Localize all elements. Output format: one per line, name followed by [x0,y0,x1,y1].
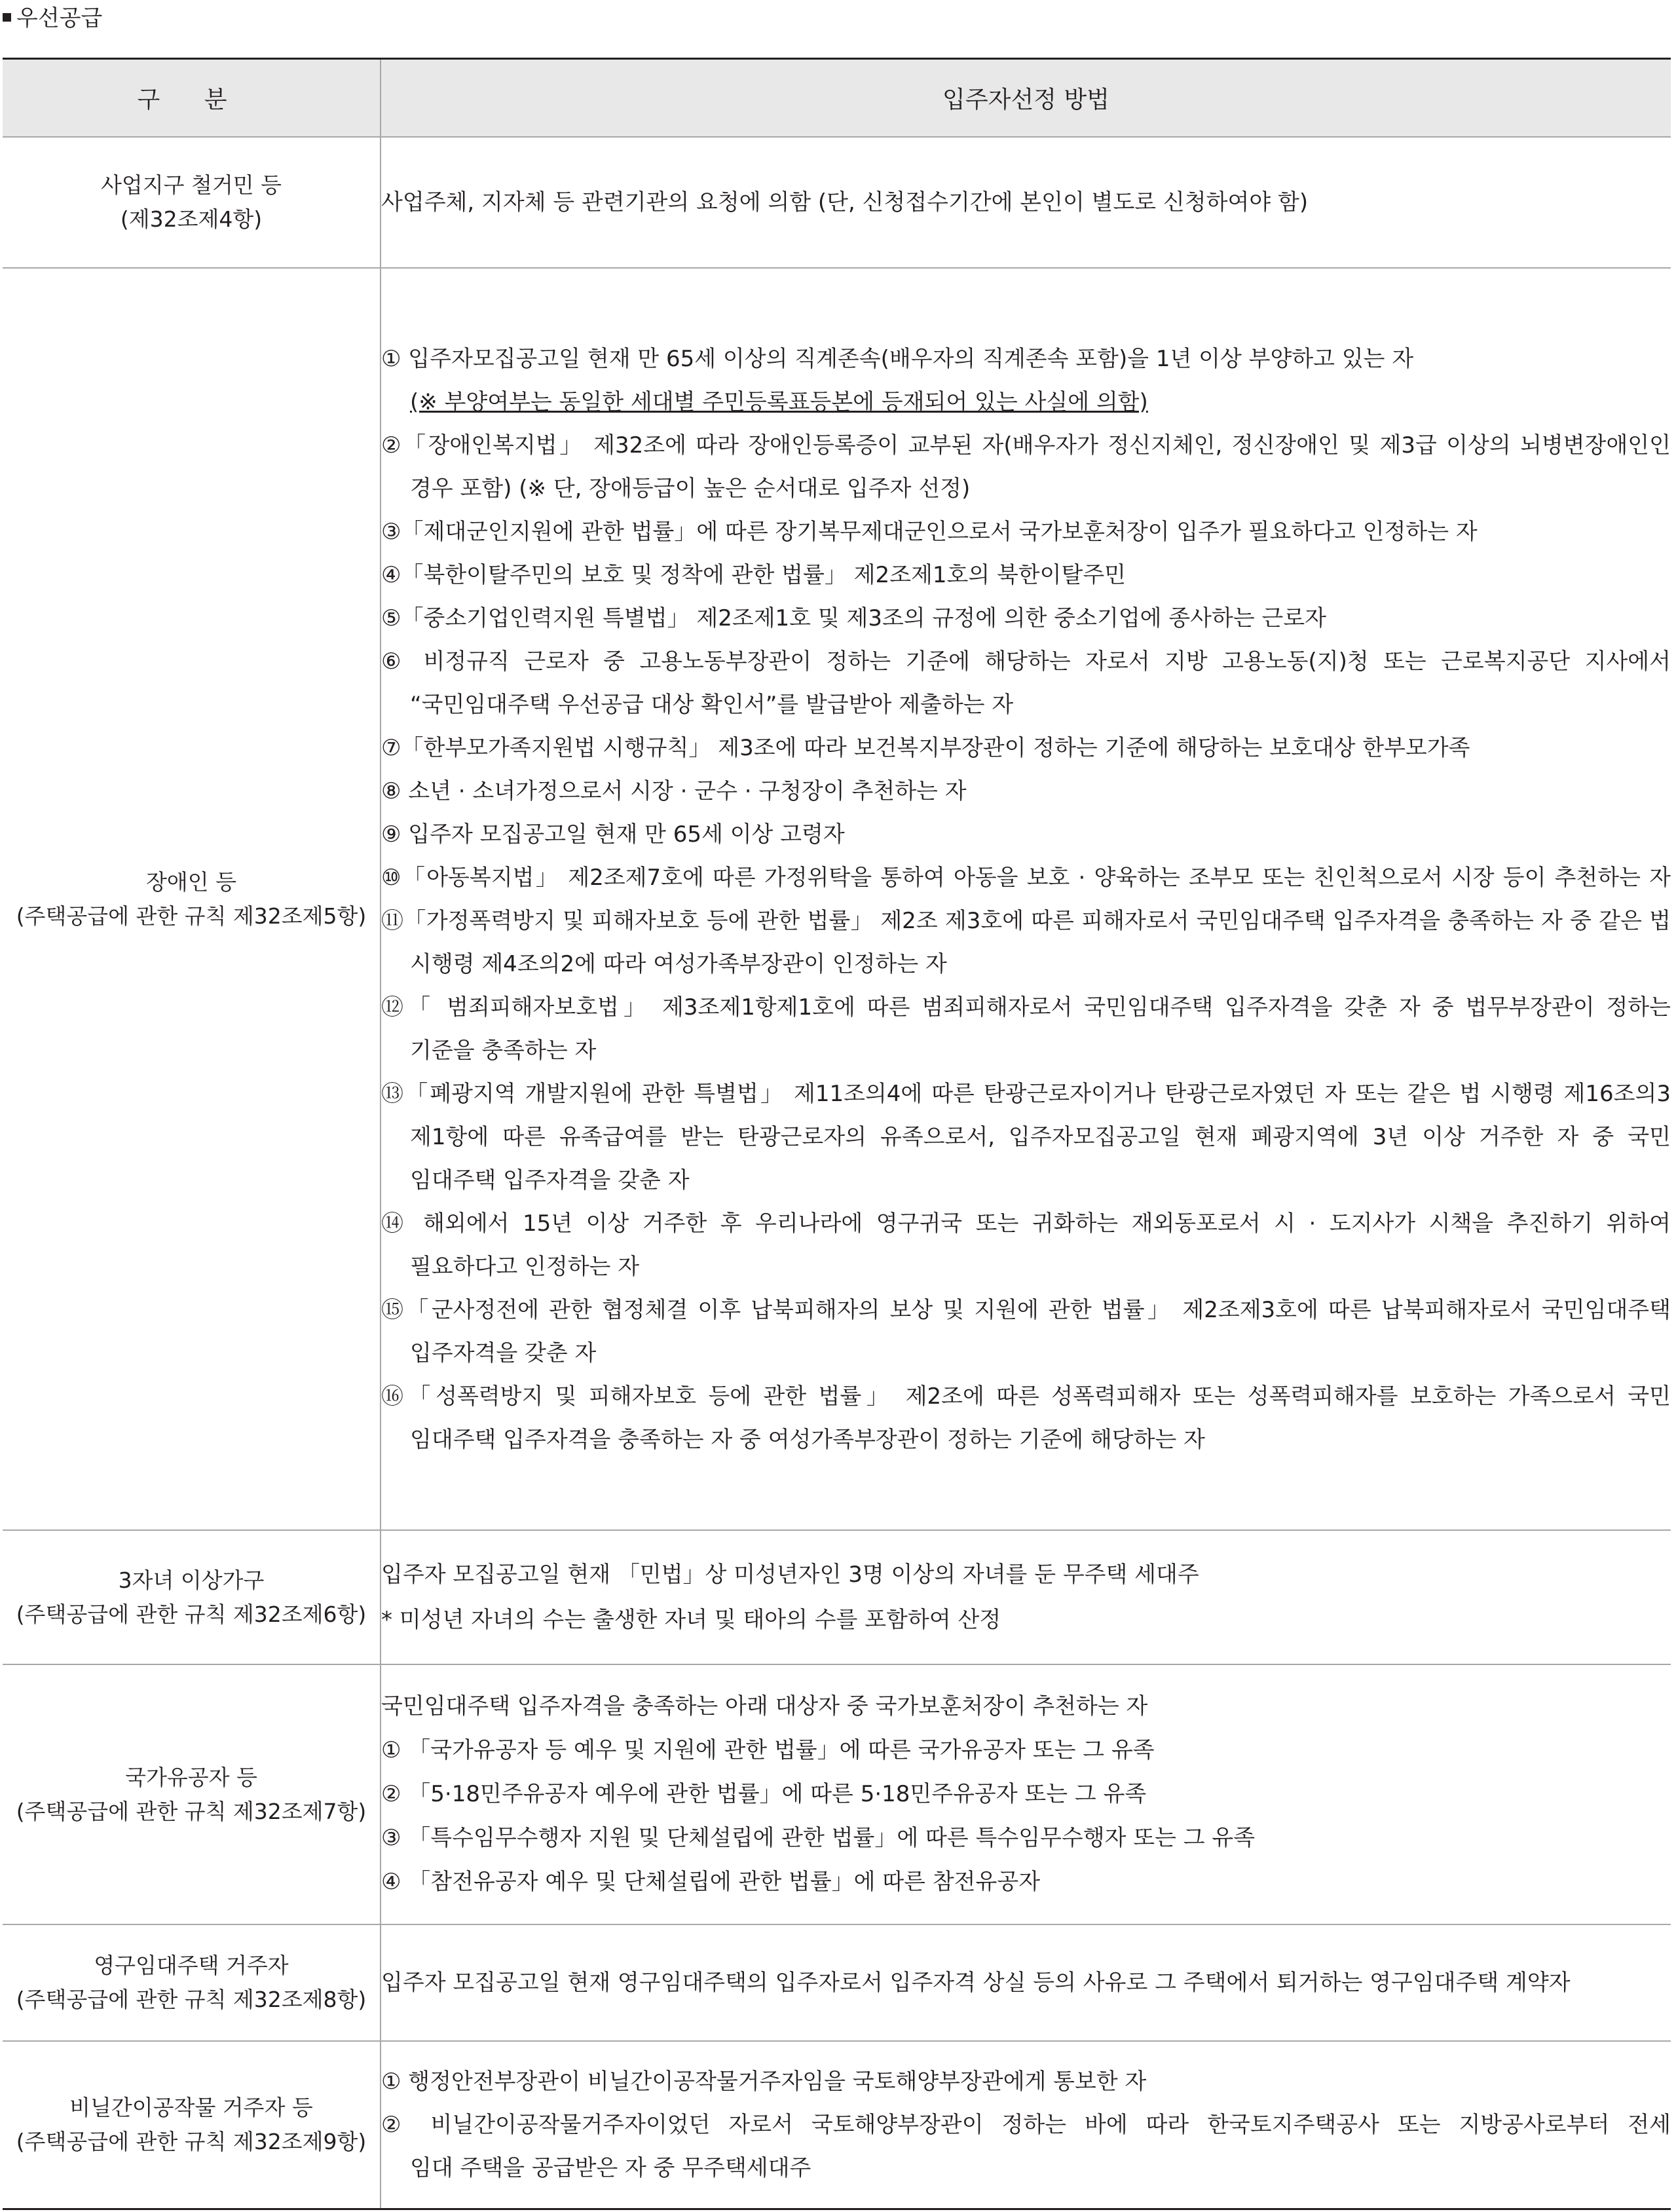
table-row [3,1664,1671,1924]
row-description: 사업주체, 지자체 등 관련기관의 요청에 의함 (단, 신청접수기간에 본인이 별도로 신청하여야 함) [381,137,1671,268]
table-row [3,137,1671,268]
row-category: 비닐간이공작물 거주자 등 (주택공급에 관한 규칙 제32조제9항) [3,2041,381,2209]
row-category: 영구임대주택 거주자 (주택공급에 관한 규칙 제32조제8항) [3,1924,381,2041]
header-method: 입주자선정 방법 [381,59,1671,138]
table-row [3,1530,1671,1664]
square-bullet-icon [3,13,11,22]
row-description: 입주자 모집공고일 현재 영구임대주택의 입주자로서 입주자격 상실 등의 사유로 그 주택에서 퇴거하는 영구임대주택 계약자 [381,1924,1671,2041]
row-category: 3자녀 이상가구 (주택공급에 관한 규칙 제32조제6항) [3,1530,381,1664]
priority-supply-table [3,58,1671,2210]
header-category: 구 분 [3,59,381,138]
row-description: ① 행정안전부장관이 비닐간이공작물거주자임을 국토해양부장관에게 통보한 자 ② 비닐간이공작물거주자이었던 자로서 국토해양부장관이 정하는 바에 따라 한국토지주택공사 또는 지방공사로부터 전세 임대 주택을 공급받은 자 중 무주택세대주 [381,2041,1671,2209]
table-row [3,1924,1671,2041]
table-row [3,2041,1671,2209]
row-description: 국민임대주택 입주자격을 충족하는 아래 대상자 중 국가보훈처장이 추천하는 자 ① 「국가유공자 등 예우 및 지원에 관한 법률」에 따른 국가유공자 또는 그 유족 ② 「5·18민주유공자 예우에 관한 법률」에 따른 5·18민주유공자 또는 그 유족 ③ 「특수임무수행자 지원 및 단체설립에 관한 법률」에 따른 특수임무수행자 또는 그 유족 ④ 「참전유공자 예우 및 단체설립에 관한 법률」에 따른 참전유공자 [381,1664,1671,1924]
section-heading-text: 우선공급 [16,5,103,31]
row-category: 국가유공자 등 (주택공급에 관한 규칙 제32조제7항) [3,1664,381,1924]
table-header-row [3,59,1671,138]
row-description: ① 입주자모집공고일 현재 만 65세 이상의 직계존속(배우자의 직계존속 포함)을 1년 이상 부양하고 있는 자 (※ 부양여부는 동일한 세대별 주민등록표등본에 등재되어 있는 사실에 의함) ②「장애인복지법」 제32조에 따라 장애인등록증이 교부된 자(배우자가 정신지체인, 정신장애인 및 제3급 이상의 뇌병변장애인인 경우 포함) (※ 단, 장애등급이 높은 순서대로 입주자 선정) ③「제대군인지원에 관한 법률」에 따른 장기복무제대군인으로서 국가보훈처장이 입주가 필요하다고 인정하는 자 ④「북한이탈주민의 보호 및 정착에 관한 법률」 제2조제1호의 북한이탈주민 ⑤「중소기업인력지원 특별법」 제2조제1호 및 제3조의 규정에 의한 중소기업에 종사하는 근로자 ⑥ 비정규직 근로자 중 고용노동부장관이 정하는 기준에 해당하는 자로서 지방 고용노동(지)청 또는 근로복지공단 지사에서 “국민임대주택 우선공급 대상 확인서”를 발급받아 제출하는 자 ⑦「한부모가족지원법 시행규칙」 제3조에 따라 보건복지부장관이 정하는 기준에 해당하는 보호대상 한부모가족 ⑧ 소년 · 소녀가정으로서 시장 · 군수 · 구청장이 추천하는 자 ⑨ 입주자 모집공고일 현재 만 65세 이상 고령자 ⑩「아동복지법」 제2조제7호에 따른 가정위탁을 통하여 아동을 보호 · 양육하는 조부모 또는 친인척으로서 시장 등이 추천하는 자 ⑪「가정폭력방지 및 피해자보호 등에 관한 법률」 제2조 제3호에 따른 피해자로서 국민임대주택 입주자격을 충족하는 자 중 같은 법 시행령 제4조의2에 따라 여성가족부장관이 인정하는 자 ⑫「 범죄피해자보호법」 제3조제1항제1호에 따른 범죄피해자로서 국민임대주택 입주자격을 갖춘 자 중 법무부장관이 정하는 기준을 충족하는 자 ⑬「폐광지역 개발지원에 관한 특별법」 제11조의4에 따른 탄광근로자이거나 탄광근로자였던 자 또는 같은 법 시행령 제16조의3 제1항에 따른 유족급여를 받는 탄광근로자의 유족으로서, 입주자모집공고일 현재 폐광지역에 3년 이상 거주한 자 중 국민 임대주택 입주자격을 갖춘 자 ⑭ 해외에서 15년 이상 거주한 후 우리나라에 영구귀국 또는 귀화하는 재외동포로서 시 · 도지사가 시책을 추진하기 위하여 필요하다고 인정하는 자 ⑮「군사정전에 관한 협정체결 이후 납북피해자의 보상 및 지원에 관한 법률」 제2조제3호에 따른 납북피해자로서 국민임대주택 입주자격을 갖춘 자 ⑯「성폭력방지 및 피해자보호 등에 관한 법률」 제2조에 따른 성폭력피해자 또는 성폭력피해자를 보호하는 가족으로서 국민 임대주택 입주자격을 충족하는 자 중 여성가족부장관이 정하는 기준에 해당하는 자 [381,268,1671,1530]
table-row [3,268,1671,1530]
section-heading [3,4,102,33]
row-description: 입주자 모집공고일 현재 「민법」상 미성년자인 3명 이상의 자녀를 둔 무주택 세대주 * 미성년 자녀의 수는 출생한 자녀 및 태아의 수를 포함하여 산정 [381,1530,1671,1664]
row-category: 장애인 등 (주택공급에 관한 규칙 제32조제5항) [3,268,381,1530]
row-category: 사업지구 철거민 등 (제32조제4항) [3,137,381,268]
